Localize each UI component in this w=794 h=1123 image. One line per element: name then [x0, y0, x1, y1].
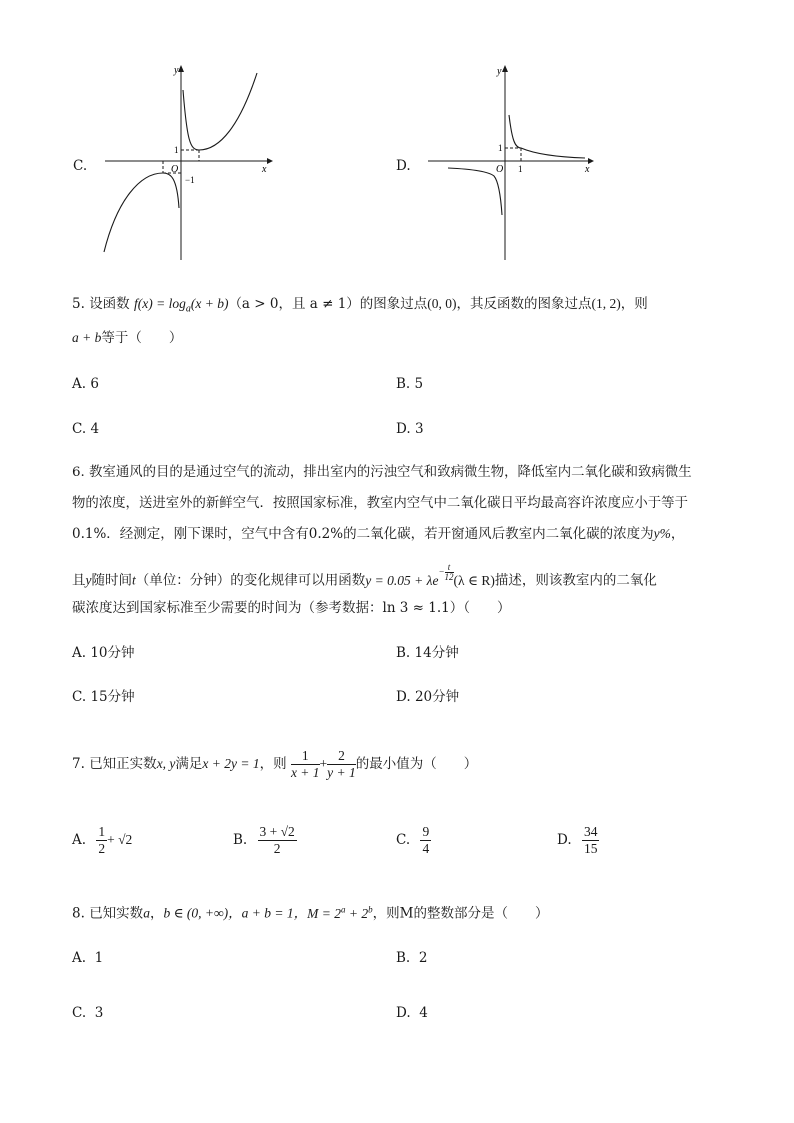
q8-option-d[interactable]: D. 4 — [396, 1005, 428, 1021]
q6-line2: 物的浓度，送进室外的新鲜空气．按照国家标准，教室内空气中二氧化碳日平均最高容许浓度应小于等于 — [72, 496, 688, 511]
graph-c-curve-right — [183, 73, 257, 150]
graph-d — [420, 60, 600, 265]
q5-func-sub: a — [185, 303, 191, 315]
graph-c-label: C. — [73, 158, 88, 174]
q7-frac2: $\frac{2}{y + 1}$ — [327, 748, 356, 780]
q5-line2-expr: a + b — [72, 330, 102, 345]
graph-d-x-label: x — [585, 164, 590, 175]
q6-line3: 0.1%．经测定，刚下课时，空气中含有0.2%的二氧化碳，若开窗通风后教室内二氧化碳的浓度为y%， — [72, 526, 685, 542]
graph-c-tick-neg1: −1 — [185, 175, 195, 185]
q5-option-b[interactable]: B. 5 — [396, 376, 424, 392]
q6-line1 — [72, 463, 692, 483]
q5-point2: (1, 2) — [591, 296, 621, 311]
q8-m-expr: $M = 2^a + 2^b$ — [307, 904, 373, 921]
q8-line1: 8. 已知实数a，b ∈ (0, +∞)，a + b = 1，$M = 2^a + 2^b$，则M的整数部分是（ ） — [72, 904, 549, 922]
q5-cond: （a > 0，且 a ≠ 1）的图象过点 — [228, 296, 428, 312]
graph-c-origin: O — [171, 164, 179, 175]
graph-c — [95, 60, 275, 265]
graph-d-origin: O — [496, 164, 504, 175]
q6-option-d[interactable]: D. 20分钟 — [396, 689, 460, 705]
q6-option-b[interactable]: B. 14分钟 — [396, 645, 459, 661]
q6-line5: 碳浓度达到国家标准至少需要的时间为（参考数据：ln 3 ≈ 1.1）（ ） — [72, 600, 511, 616]
q5-lead: 设函数 — [89, 296, 130, 312]
q6-line1-text: 教室通风的目的是通过空气的流动，排出室内的污浊空气和致病微生物，降低室内二氧化碳和致病微生 — [89, 465, 692, 480]
q5-func-tail: (x + b) — [190, 296, 229, 311]
q7-option-b[interactable]: B. $\frac{3 + √2}{2}$ — [233, 824, 295, 856]
q8-number: 8. — [72, 905, 85, 922]
q5-mid: ，其反函数的图象过点 — [456, 296, 592, 312]
graph-c-x-label: x — [262, 164, 267, 175]
graph-c-x-arrow — [267, 158, 273, 164]
graph-d-curve-left — [448, 168, 502, 215]
graph-c-tick-1: 1 — [174, 145, 179, 155]
q5-option-d[interactable]: D. 3 — [396, 421, 424, 437]
q5-line2-text: 等于（ ） — [101, 330, 183, 346]
q6-formula: $y = 0.05 + \lambda e^{- \frac{t}{12}}$ (λ ∈ R) — [365, 562, 495, 588]
q5-line1 — [72, 294, 648, 320]
q7-frac1: $\frac{1}{x + 1}$ — [290, 748, 320, 780]
graph-c-y-label: y — [174, 65, 179, 76]
q5-number: 5. — [72, 296, 85, 312]
q7-option-d[interactable]: D. $\frac{34}{15}$ — [557, 824, 598, 856]
q6-number: 6. — [72, 465, 85, 480]
q5-func: f(x) = log — [133, 296, 186, 311]
q8-option-b[interactable]: B. 2 — [396, 950, 428, 966]
q6-line3-var: y% — [653, 526, 671, 541]
graph-c-curve-left — [104, 173, 179, 252]
q7-number: 7. — [72, 756, 85, 772]
q5-option-a[interactable]: A. 6 — [72, 376, 99, 392]
q5-point1: (0, 0) — [427, 296, 457, 311]
q7-line1: 7. 已知正实数x, y满足x + 2y = 1，则 $\frac{1}{x + 1}$ + $\frac{2}{y + 1}$ 的最小值为（ ） — [72, 748, 478, 780]
q6-option-a[interactable]: A. 10分钟 — [72, 645, 135, 661]
q8-option-a[interactable]: A. 1 — [72, 950, 104, 966]
graph-d-tick-1: 1 — [498, 143, 503, 153]
graph-d-y-arrow — [502, 65, 508, 72]
graph-c-y-arrow — [178, 65, 184, 72]
graph-d-curve-right — [509, 115, 585, 158]
q6-option-c[interactable]: C. 15分钟 — [72, 689, 135, 705]
q5-line2 — [72, 328, 182, 348]
q5-tail: ，则 — [620, 296, 648, 312]
graph-d-y-label: y — [497, 66, 502, 77]
q6-line3-text: 0.1%．经测定，刚下课时，空气中含有0.2%的二氧化碳，若开窗通风后教室内二氧化碳的浓度为 — [72, 526, 654, 542]
q7-option-a[interactable]: A. $\frac{1}{2}$ + √2 — [72, 824, 133, 856]
q5-option-c[interactable]: C. 4 — [72, 421, 100, 437]
graph-d-label: D. — [396, 158, 411, 174]
q8-option-c[interactable]: C. 3 — [72, 1005, 104, 1021]
graph-d-tick-x1: 1 — [518, 164, 523, 174]
q6-line4: 且y随时间t（单位：分钟）的变化规律可以用函数$y = 0.05 + \lambda e^{- \frac{t}{12}}$ (λ ∈ R)描述，则该教室内的二氧化 — [72, 562, 657, 589]
q7-option-c[interactable]: C. $\frac{9}{4}$ — [396, 824, 430, 856]
